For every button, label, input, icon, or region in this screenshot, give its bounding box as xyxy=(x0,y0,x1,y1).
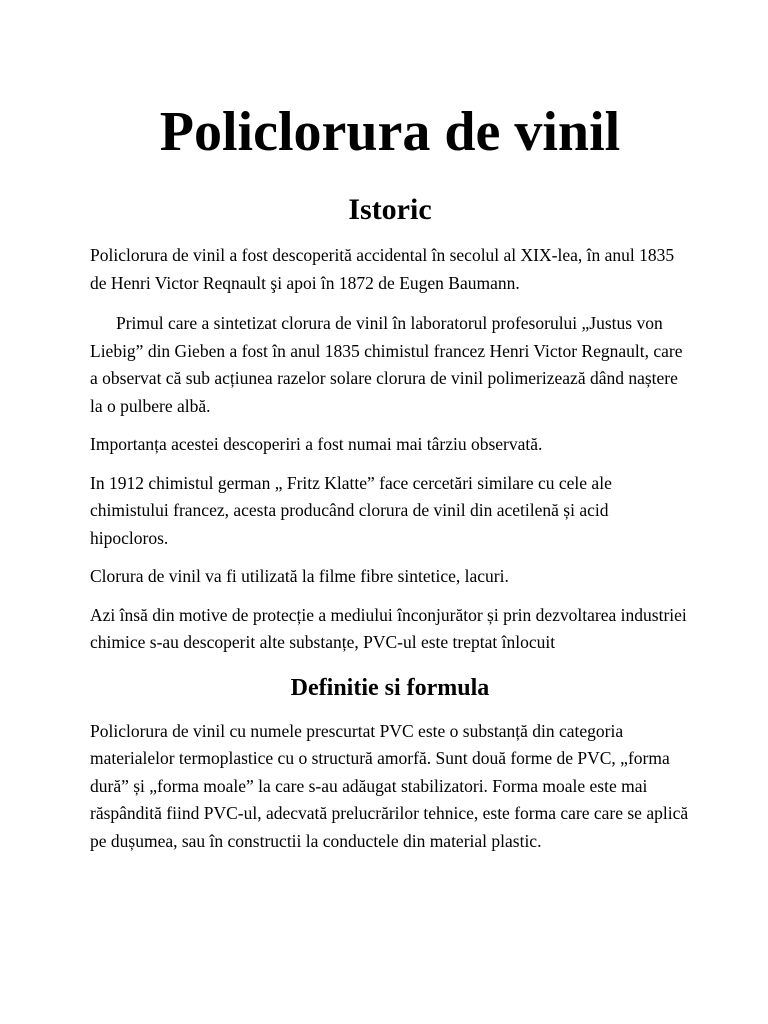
paragraph: In 1912 chimistul german „ Fritz Klatte” face cercetări similare cu cele ale chimistului francez, acesta producând clorura de vinil din acetilenă și acid hipocloros. xyxy=(90,472,612,548)
section-heading-definitie: Definitie si formula xyxy=(290,674,490,701)
paragraph: Policlorura de vinil cu numele prescurtat PVC este o substanță din categoria materialelor termoplastice cu o structură amorfă. Sunt două forme de PVC, „forma dură” și „forma moale” la care s-au adăugat stabilizatori. Forma moale este mai răspândită fiind PVC-ul, adecvată prelucrărilor tehnice, este forma care care se aplică pe dușumea, sau în constructii la conductele din material plastic. xyxy=(90,720,689,851)
document-page xyxy=(90,92,690,855)
page-title: Policlorura de vinil xyxy=(159,101,621,163)
paragraph: Primul care a sintetizat clorura de vinil în laboratorul profesorului „Justus von Liebig” din Gieben a fost în anul 1835 chimistul francez Henri Victor Regnault, care a observat că sub acțiunea razelor solare clorura de vinil polimerizează dând naștere la o pulbere albă. xyxy=(90,313,683,416)
paragraph: Azi însă din motive de protecție a mediului înconjurător și prin dezvoltarea industriei chimice s-au descoperit alte substanțe, PVC-ul este treptat înlocuit xyxy=(90,604,687,652)
paragraph: Importanța acestei descoperiri a fost numai mai târziu observată. xyxy=(90,434,543,454)
paragraph: Policlorura de vinil a fost descoperită accidental în secolul al XIX-lea, în anul 1835 de Henri Victor Reqnault şi apoi în 1872 de Eugen Baumann. xyxy=(90,245,675,293)
paragraph: Clorura de vinil va fi utilizată la filme fibre sintetice, lacuri. xyxy=(90,566,509,586)
section-heading-istoric: Istoric xyxy=(348,193,432,226)
